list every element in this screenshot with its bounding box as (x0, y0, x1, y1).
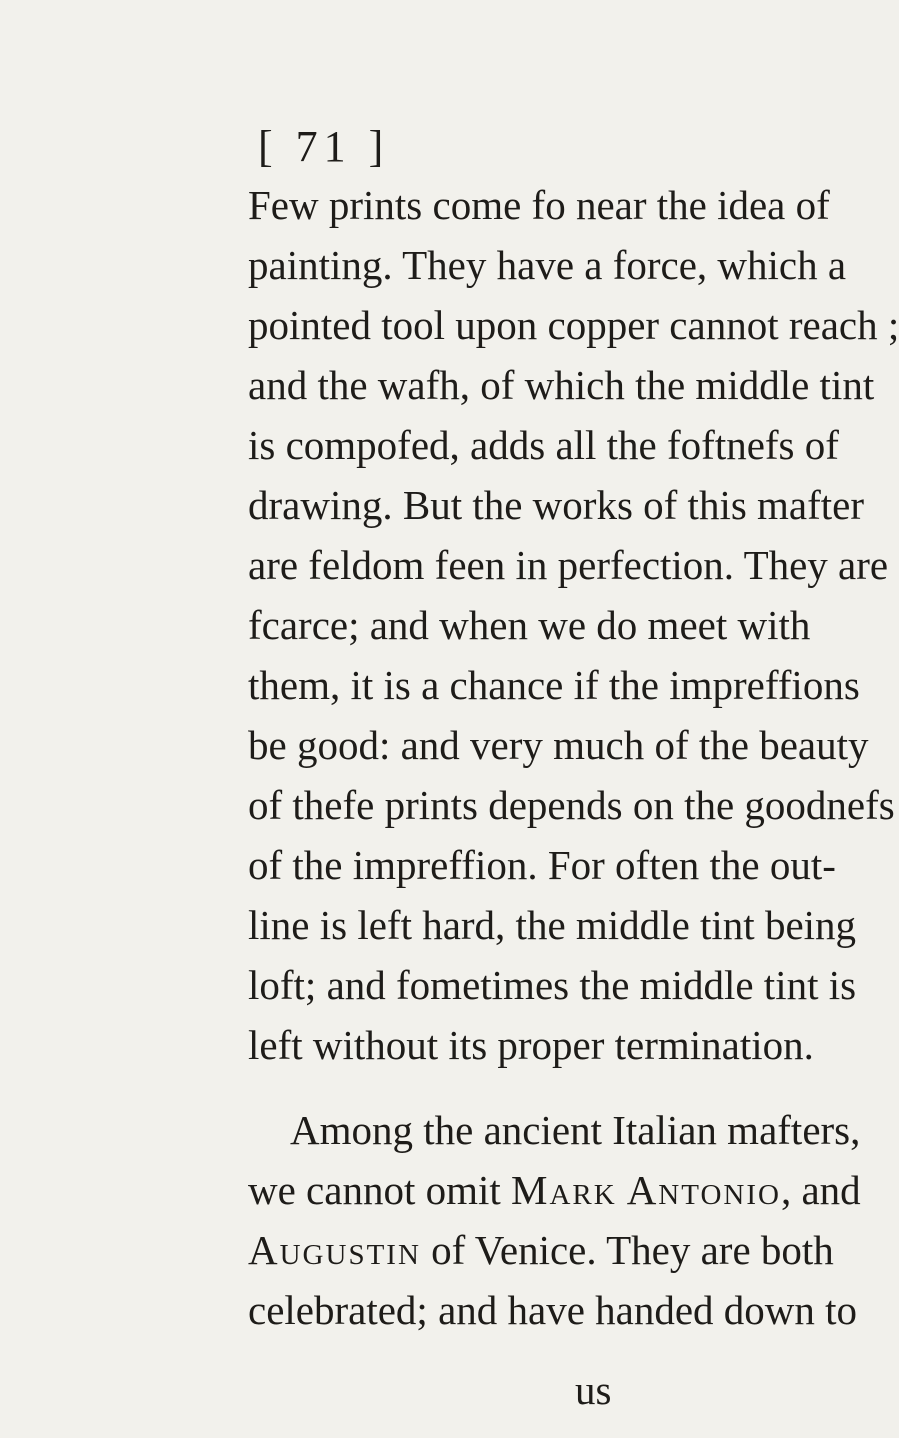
text-line: them, it is a chance if the impreffions (248, 662, 860, 708)
text-line: be good: and very much of the beauty (248, 722, 869, 768)
catchword: us (575, 1367, 612, 1413)
text-span: we cannot omit (248, 1167, 512, 1213)
text-line: fcarce; and when we do meet with (248, 602, 811, 648)
text-line: celebrated; and have handed down to (248, 1287, 858, 1333)
text-line: left without its proper termination. (248, 1022, 814, 1068)
text-line: Among the ancient Italian mafters, (290, 1107, 861, 1153)
text-line (248, 1167, 861, 1213)
text-line: of thefe prints depends on the goodnefs (248, 782, 895, 828)
text-line: are feldom feen in perfection. They are (248, 542, 889, 588)
text-line: of the impreffion. For often the out- (248, 842, 836, 888)
text-line: is compofed, adds all the foftnefs of (248, 422, 839, 468)
text-span: of Venice. They are both (420, 1227, 834, 1273)
text-line (248, 1227, 834, 1273)
text-line: painting. They have a force, which a (248, 242, 847, 288)
artist-name-mark-antonio: Mark Antonio (511, 1167, 781, 1213)
text-span: , and (780, 1167, 861, 1213)
text-line: drawing. But the works of this mafter (248, 482, 865, 528)
text-line: Few prints come fo near the idea of (248, 182, 830, 228)
text-line: loft; and fometimes the middle tint is (248, 962, 857, 1008)
text-line: and the wafh, of which the middle tint (248, 362, 875, 408)
text-line: pointed tool upon copper cannot reach ; (248, 302, 899, 348)
artist-name-augustin: Augustin (248, 1227, 421, 1273)
page-number: [ 71 ] (258, 122, 390, 171)
text-line: line is left hard, the middle tint being (248, 902, 857, 948)
